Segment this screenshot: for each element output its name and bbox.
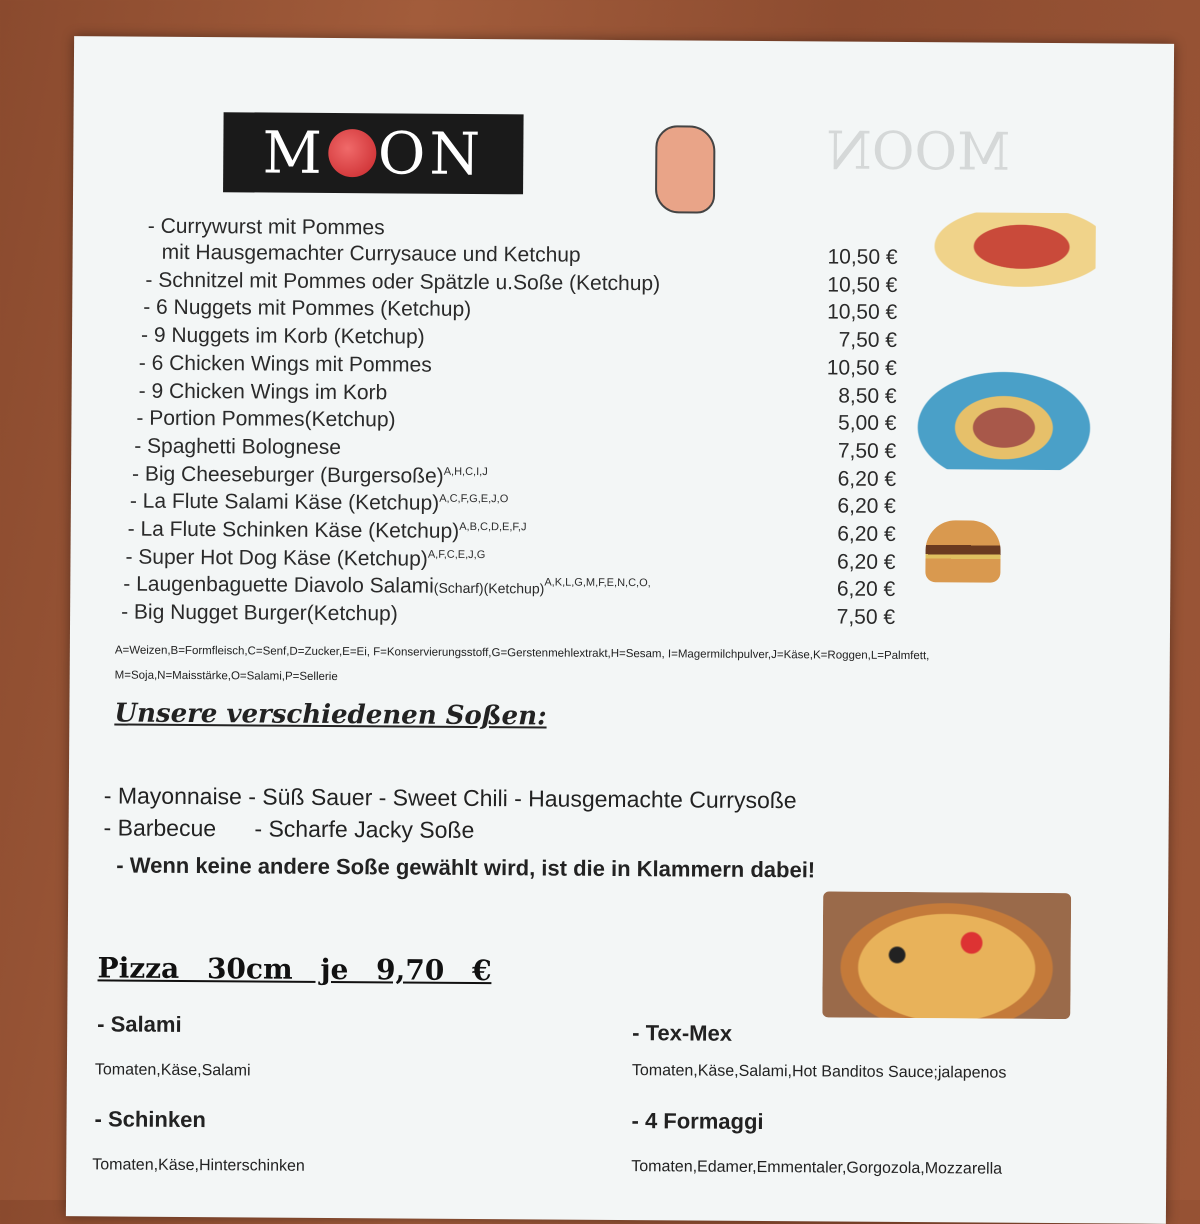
menu-item [139,379,388,405]
item-price: 6,20 € [837,494,896,519]
menu-items [121,214,908,660]
menu-item [145,268,660,296]
menu-item [128,518,527,545]
allergen-legend-line: M=Soja,N=Maisstärke,O=Salami,P=Sellerie [114,669,338,684]
pizza-heading: Pizza 30cm je 9,70 € [97,951,492,988]
pizza-image [822,891,1071,1019]
item-name: - 9 Nuggets im Korb (Ketchup) [140,323,425,349]
item-allergens: A,K,L,G,M,F,E,N,C,O, [544,576,651,590]
item-name: - La Flute Schinken Käse (Ketchup) [127,517,460,543]
menu-item [121,601,398,627]
item-subtitle: mit Hausgemachter Currysauce und Ketchup [161,240,581,267]
item-name: - Laugenbaguette Diavolo Salami [123,572,434,599]
menu-item [141,324,425,350]
item-price: 6,20 € [837,550,896,574]
burger-image [925,520,1000,583]
item-allergens: A,F,C,E,J,G [427,548,486,561]
currywurst-image [910,212,1096,298]
nugget-mascot [655,125,716,213]
item-allergens: A,H,C,I,J [443,465,488,478]
menu-item [134,434,341,459]
item-price: 10,50 € [827,273,898,297]
item-note: (Scharf)(Ketchup) [433,580,545,597]
menu-item [132,462,488,488]
item-name: - 6 Nuggets mit Pommes (Ketchup) [143,296,472,322]
pizza-description: Tomaten,Käse,Salami,Hot Banditos Sauce;jalapenos [631,1062,1007,1082]
item-name: - Portion Pommes(Ketchup) [136,406,396,432]
item-price: 5,00 € [837,411,897,436]
item-price: 7,50 € [838,328,898,353]
item-price: 7,50 € [837,439,897,463]
item-price: 10,50 € [827,245,898,269]
moon-icon [328,129,376,177]
sauces-note: - Wenn keine andere Soße gewählt wird, ist die in Klammern dabei! [116,852,816,883]
item-name: - Big Cheeseburger (Burgersoße) [131,462,444,488]
item-allergens: A,B,C,D,E,F,J [459,520,527,534]
item-name: - Currywurst mit Pommes [147,214,385,240]
item-name: - Spaghetti Bolognese [134,434,342,459]
menu-item [136,407,395,433]
chicken-plate-image [906,364,1102,470]
pizza-name: - Salami [97,1011,182,1037]
moon-logo: M ON [223,112,524,194]
item-price: 6,20 € [837,467,897,491]
pizza-description: Tomaten,Edamer,Emmentaler,Gorgozola,Mozzarella [631,1158,1003,1178]
menu-item [125,545,485,572]
allergen-legend-line: A=Weizen,B=Formfleisch,C=Senf,D=Zucker,E=Ei, F=Konservierungsstoff,G=Gerstenmehlextrakt,H=Sesam, I=Magermilchpulver,J=Käse,K=Roggen,L=Palmfett, [114,644,930,663]
pizza-description: Tomaten,Käse,Hinterschinken [92,1156,305,1175]
menu-item [123,573,651,601]
item-price: 10,50 € [826,356,897,380]
item-allergens: A,C,F,G,E,J,O [439,493,509,506]
item-price: 8,50 € [838,384,897,408]
pizza-description: Tomaten,Käse,Salami [94,1061,251,1080]
show-through-logo: MOON [826,121,1011,183]
item-name: - Big Nugget Burger(Ketchup) [121,600,398,626]
item-price: 10,50 € [827,300,898,325]
sauces-line: - Barbecue - Scharfe Jacky Soße [103,814,475,843]
item-price: 6,20 € [836,577,896,602]
item-name: - 9 Chicken Wings im Korb [138,379,388,404]
pizza-name: - Tex-Mex [632,1020,733,1046]
item-price: 6,20 € [837,522,896,546]
menu-item [139,351,432,377]
sauces-heading: Unsere verschiedenen Soßen: [114,698,547,732]
item-name: - Schnitzel mit Pommes oder Spätzle u.Soße (Ketchup) [145,268,661,295]
pizza-name: - Schinken [94,1106,206,1133]
menu-item [148,215,385,241]
item-name: - Super Hot Dog Käse (Ketchup) [125,545,428,571]
item-price: 7,50 € [836,605,896,630]
menu-item [130,490,509,517]
item-name: - La Flute Salami Käse (Ketchup) [129,489,440,516]
item-name: - 6 Chicken Wings mit Pommes [138,351,432,377]
pizza-name: - 4 Formaggi [631,1108,764,1135]
menu-sheet [66,36,1174,1224]
sauces-line: - Mayonnaise - Süß Sauer - Sweet Chili - Hausgemachte Currysoße [103,782,797,814]
menu-item [143,296,471,322]
